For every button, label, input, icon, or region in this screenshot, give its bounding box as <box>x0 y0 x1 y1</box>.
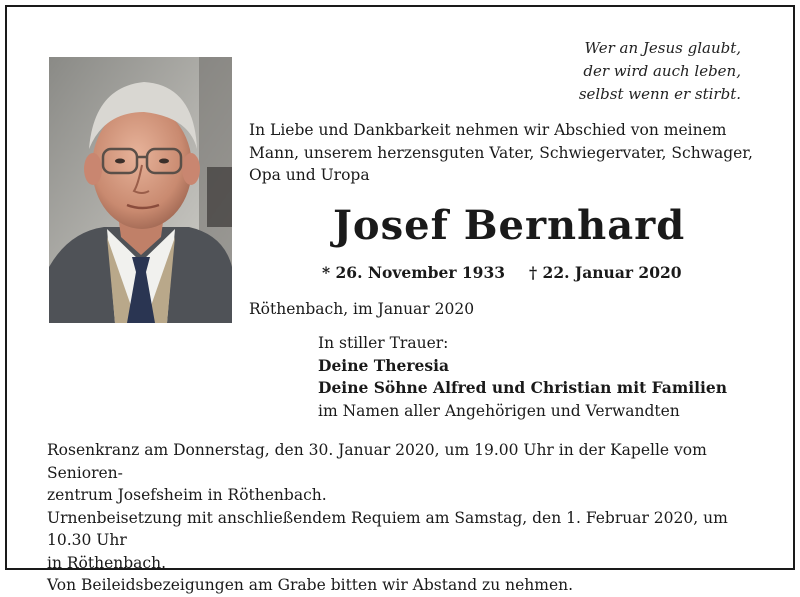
mourning-intro: In stiller Trauer: <box>318 334 449 352</box>
intro-line: Mann, unserem herzensguten Vater, Schwiegervater, Schwager, <box>249 143 753 162</box>
funeral-details <box>47 439 759 597</box>
life-dates <box>322 263 682 282</box>
mourner-name: Deine Söhne Alfred und Christian mit Familien <box>318 378 728 397</box>
deceased-name: Josef Bernhard <box>333 202 686 249</box>
death-date: † 22. Januar 2020 <box>529 263 682 282</box>
mourners-block <box>318 332 727 422</box>
intro-line: Opa und Uropa <box>249 166 370 184</box>
footer-line: Urnenbeisetzung mit anschließendem Requiem am Samstag, den 1. Februar 2020, um 10.30 Uhr <box>47 508 728 549</box>
verse-line: Wer an Jesus glaubt, <box>584 39 741 57</box>
footer-line: Von Beileidsbezeigungen am Grabe bitten wir Abstand zu nehmen. <box>47 576 574 594</box>
mourners-note: im Namen aller Angehörigen und Verwandten <box>318 401 680 420</box>
bible-verse <box>579 37 741 106</box>
footer-line: zentrum Josefsheim in Röthenbach. <box>47 486 327 504</box>
obituary-card <box>5 5 795 594</box>
intro-text <box>249 119 759 187</box>
mourner-name: Deine Theresia <box>318 355 450 375</box>
verse-line: der wird auch leben, <box>583 62 741 80</box>
birth-date: * 26. November 1933 <box>322 263 506 282</box>
place-and-date: Röthenbach, im Januar 2020 <box>249 300 475 318</box>
intro-line: In Liebe und Dankbarkeit nehmen wir Abschied von meinem <box>249 121 727 139</box>
verse-line: selbst wenn er stirbt. <box>578 85 741 103</box>
portrait-photo <box>49 57 232 323</box>
footer-line: in Röthenbach. <box>47 553 166 572</box>
footer-line: Rosenkranz am Donnerstag, den 30. Januar 2020, um 19.00 Uhr in der Kapelle vom Senioren- <box>47 441 707 482</box>
